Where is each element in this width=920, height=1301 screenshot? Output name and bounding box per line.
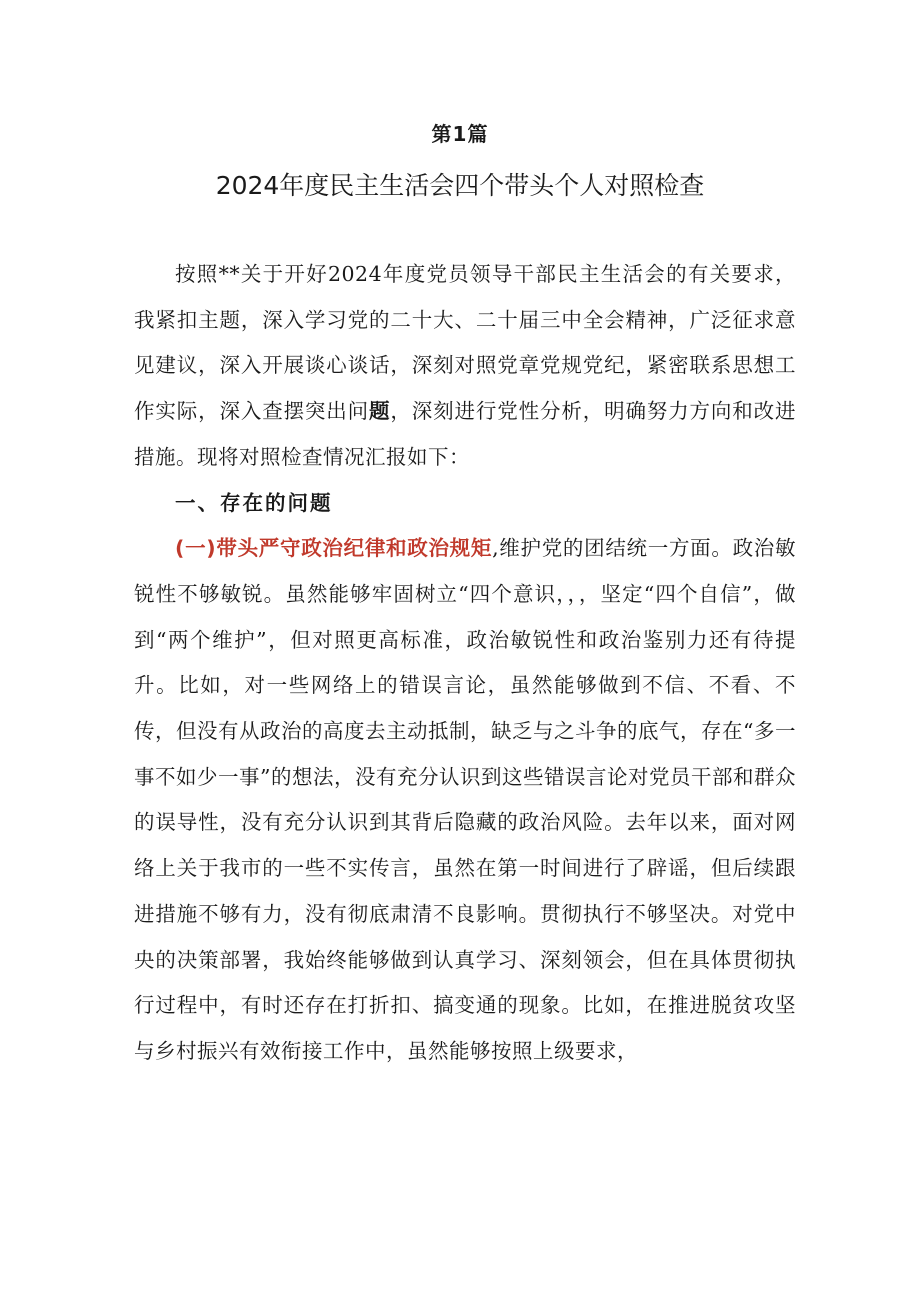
item1-text: ,维护党的团结统一方面。政治敏锐性不够敏锐。虽然能够牢固树立“四个意识，，，坚定“四个自信”，做到“两个维护”，但对照更高标准，政治敏锐性和政治鉴别力还有待提升。比如，对一些网络上的错误言论，虽然能够做到不信、不看、不传，但没有从政治的高度去主动抵制，缺乏与之斗争的底气，存在“多一事不如少一事”的想法，没有充分认识到这些错误言论对党员干部和群众的误导性，没有充分认识到其背后隐藏的政治风险。去年以来，面对网络上关于我市的一些不实传言，虽然在第一时间进行了辟谣，但后续跟进措施不够有力，没有彻底肃清不良影响。贯彻执行不够坚决。对党中央的决策部署，我始终能够做到认真学习、深刻领会，但在具体贯彻执行过程中，有时还存在打折扣、搞变通的现象。比如，在推进脱贫攻坚与乡村振兴有效衔接工作中，虽然能够按照上级要求， — [134, 536, 796, 1063]
document-title: 2024年度民主生活会四个带头个人对照检查 — [215, 171, 705, 200]
item1-red-heading: (一)带头严守政治纪律和政治规矩 — [175, 536, 493, 561]
intro-text-2: ，深刻进行党性分析，明确努力方向和改进措施。现将对照检查情况汇报如下： — [134, 399, 797, 469]
item1-paragraph — [134, 526, 796, 1074]
intro-paragraph — [134, 252, 796, 481]
document-body — [134, 252, 796, 1075]
chapter-label: 第1篇 — [431, 122, 489, 146]
intro-text-1: 按照**关于开好2024年度党员领导干部民主生活会的有关要求，我紧扣主题，深入学习党的二十大、二十届三中全会精神，广泛征求意见建议，深入开展谈心谈话，深刻对照党章党规党纪，紧密联系思想工作实际，深入查摆突出问 — [134, 262, 796, 424]
section-heading: 一、存在的问题 — [175, 490, 333, 515]
intro-bold-char: 题 — [369, 399, 391, 424]
